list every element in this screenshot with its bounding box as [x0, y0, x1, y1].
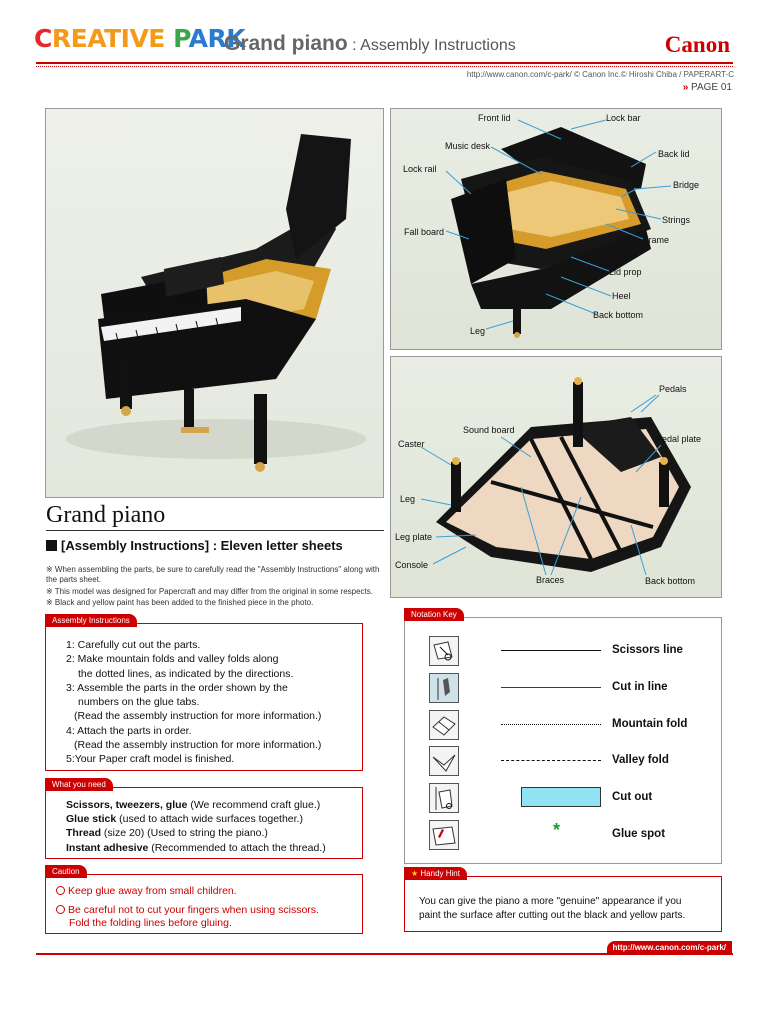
- notation-label: Scissors line: [612, 644, 683, 656]
- need-tab: What you need: [45, 778, 113, 791]
- sheet-count-heading: [46, 538, 343, 553]
- assembly-box: [45, 616, 363, 771]
- circle-bullet-icon: [56, 886, 65, 895]
- assembly-steps: [66, 638, 321, 767]
- notation-label: Glue spot: [612, 828, 666, 840]
- callout-label: Bridge: [673, 180, 700, 190]
- callout-label: Pedals: [659, 384, 687, 394]
- title-text: Grand piano: [224, 32, 348, 55]
- labeled-exterior-photo: [390, 108, 722, 350]
- creative-park-logo: [34, 26, 245, 51]
- notation-label: Cut out: [612, 791, 653, 803]
- step-line: (Read the assembly instruction for more information.): [74, 710, 322, 723]
- need-item: [66, 841, 326, 855]
- canon-logo: Canon: [664, 32, 730, 57]
- step-line: 1: Carefully cut out the parts.: [66, 639, 201, 651]
- sheet-count-text: [Assembly Instructions] : Eleven letter sheets: [61, 538, 343, 553]
- hint-line: You can give the piano a more "genuine" appearance if you: [419, 896, 682, 907]
- caution-list: [56, 885, 319, 931]
- circle-bullet-icon: [56, 905, 65, 914]
- callout-label: Fall board: [404, 227, 445, 237]
- callout-label: Music desk: [445, 141, 491, 151]
- title-subtitle: : Assembly Instructions: [347, 37, 516, 54]
- assembly-tab: Assembly Instructions: [45, 614, 137, 627]
- notation-label: Cut in line: [612, 681, 668, 693]
- scissors-icon: [429, 636, 459, 666]
- need-item-note: (We recommend craft glue.): [187, 799, 321, 811]
- need-item-name: Glue stick: [66, 813, 117, 826]
- need-item-note: (Recommended to attach the thread.): [148, 841, 326, 854]
- need-item-note: (size 20) (Used to string the piano.): [101, 827, 268, 840]
- logo-part: ARK: [188, 24, 246, 53]
- need-list: [66, 798, 326, 855]
- hint-text: [419, 895, 685, 923]
- footer-url[interactable]: http://www.canon.com/c-park/: [607, 941, 733, 954]
- step-line: the dotted lines, as indicated by the directions.: [78, 667, 294, 680]
- hint-tab: ★ Handy Hint: [404, 867, 467, 880]
- star-icon: ★: [411, 869, 419, 878]
- caution-box: [45, 867, 363, 934]
- callout-label: Braces: [536, 575, 565, 585]
- caution-item: Be careful not to cut your fingers when using scissors.: [56, 904, 319, 918]
- need-item: [66, 826, 326, 840]
- callout-label: Strings: [662, 215, 691, 225]
- notation-row: [429, 710, 729, 740]
- need-item-note: (used to attach wide surfaces together.): [116, 813, 303, 826]
- callout-label: Leg plate: [395, 532, 433, 542]
- notation-row: [429, 746, 729, 776]
- header-rule: [36, 62, 733, 64]
- notes-list: [46, 565, 386, 610]
- step-line: 4: Attach the parts in order.: [66, 724, 192, 737]
- callout-label: Leg: [470, 326, 486, 336]
- mountain-fold-icon: [429, 710, 459, 740]
- need-box: [45, 780, 363, 859]
- caution-tab: Caution: [45, 865, 87, 878]
- glue-icon: [429, 820, 459, 850]
- callout-label: Lock bar: [606, 113, 641, 123]
- logo-part: C: [34, 24, 52, 53]
- cut-in-line-sample: [501, 687, 601, 688]
- note-item: ※ This model was designed for Papercraft and may differ from the original in some respects.: [46, 586, 374, 596]
- step-line: 2: Make mountain folds and valley folds along: [66, 653, 279, 666]
- valley-fold-sample: [501, 760, 601, 761]
- caution-item: Fold the folding lines before gluing.: [69, 917, 232, 929]
- callout-label: Frame: [643, 235, 670, 245]
- footer-rule: [36, 953, 733, 955]
- document-title: [224, 33, 516, 54]
- labeled-underside-photo: [390, 356, 722, 598]
- callout-label: Back bottom: [593, 310, 644, 320]
- callout-label: Back bottom: [645, 576, 696, 586]
- step-line: (Read the assembly instruction for more information.): [74, 739, 322, 752]
- notation-row: [429, 673, 729, 703]
- cut-out-sample: [521, 787, 601, 807]
- need-item: [66, 798, 326, 812]
- page-label: PAGE 01: [691, 82, 732, 93]
- step-line: 5:Your Paper craft model is finished.: [66, 753, 235, 766]
- hint-line: paint the surface after cutting out the black and yellow parts.: [419, 910, 686, 921]
- notation-row: [429, 783, 729, 813]
- callout-label: Lock rail: [403, 164, 437, 174]
- page-number: [683, 82, 732, 93]
- cutter-icon: [429, 673, 459, 703]
- piano-title: Grand piano: [46, 502, 166, 528]
- callout-label: Caster: [398, 439, 425, 449]
- notation-label: Mountain fold: [612, 718, 688, 730]
- step-line: numbers on the glue tabs.: [78, 696, 200, 709]
- callout-label: Front lid: [478, 113, 511, 123]
- need-item-name: Instant adhesive: [66, 841, 149, 854]
- notation-row: [429, 636, 729, 666]
- mountain-fold-sample: [501, 724, 601, 725]
- need-item: [66, 812, 326, 826]
- callout-label: Pedal plate: [656, 434, 702, 444]
- title-rule: [46, 530, 384, 531]
- note-item: ※ When assembling the parts, be sure to carefully read the "Assembly Instructions" along with the parts sheet.: [46, 565, 380, 585]
- callout-label: Lid prop: [609, 267, 642, 277]
- callout-label: Back lid: [658, 149, 690, 159]
- glue-spot-sample: *: [553, 820, 561, 840]
- notation-row: [429, 820, 729, 850]
- callout-label: Sound board: [463, 425, 515, 435]
- notation-box: [404, 610, 722, 864]
- note-item: ※ Black and yellow paint has been added to the finished piece in the photo.: [46, 598, 314, 608]
- caution-item: Keep glue away from small children.: [56, 885, 319, 899]
- callout-label: Heel: [612, 291, 631, 301]
- need-item-name: Thread: [66, 827, 102, 840]
- callout-label: Leg: [400, 494, 416, 504]
- notation-tab: Notation Key: [404, 608, 464, 621]
- scissors-line-sample: [501, 650, 601, 651]
- grand-piano-illustration: [46, 109, 384, 498]
- notation-label: Valley fold: [612, 754, 669, 766]
- logo-part: REATIVE: [51, 24, 165, 53]
- cut-out-icon: [429, 783, 459, 813]
- step-line: 3: Assemble the parts in the order shown by the: [66, 681, 288, 694]
- hero-photo: [45, 108, 384, 498]
- callout-label: Console: [395, 560, 429, 570]
- logo-part: P: [164, 24, 189, 53]
- need-item-name: Scissors, tweezers, glue: [66, 799, 188, 811]
- credit-line: http://www.canon.com/c-park/ © Canon Inc.© Hiroshi Chiba / PAPERART-C: [466, 70, 734, 79]
- header-dotted-rule: [36, 66, 733, 67]
- square-bullet-icon: [46, 540, 57, 551]
- hint-box: [404, 869, 722, 932]
- page-arrow-icon: »: [682, 82, 689, 93]
- valley-fold-icon: [429, 746, 459, 776]
